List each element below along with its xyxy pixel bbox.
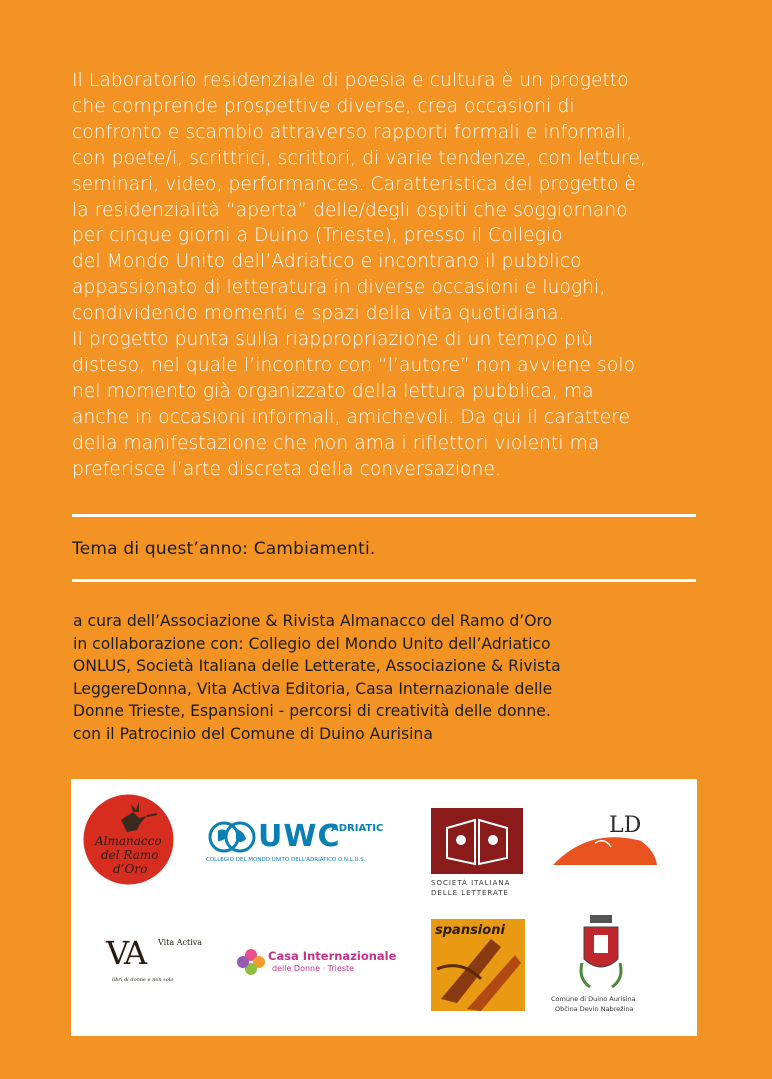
espansioni-word: spansioni: [435, 923, 505, 938]
text-line: del Mondo Unito dell’Adriatico e incontrano il pubblico: [72, 251, 582, 273]
uwc-logo: [206, 819, 406, 869]
theme-line: Tema di quest’anno: Cambiamenti.: [72, 539, 376, 559]
uwc-suffix: ADRIATIC: [331, 823, 384, 834]
text-line: confronto e scambio attraverso rapporti formali e informali,: [72, 121, 633, 143]
sil-line-2: DELLE LETTERATE: [431, 889, 509, 897]
casa-line-2: delle Donne · Trieste: [272, 964, 355, 973]
partner-logos-panel: [71, 779, 697, 1036]
vita-activa-mark: VA: [106, 934, 145, 972]
text-line: per cinque giorni a Duino (Trieste), presso il Collegio: [72, 225, 563, 247]
credits-line: a cura dell’Associazione & Rivista Almanacco del Ramo d’Oro: [73, 612, 553, 630]
credits-line: ONLUS, Società Italiana delle Letterate, Associazione & Rivista: [73, 657, 561, 676]
text-line: della manifestazione che non ama i riflettori violenti ma: [72, 432, 600, 454]
comune-line-2: Občina Devin Nabrežina: [555, 1005, 634, 1013]
intro-text: [72, 68, 712, 483]
text-line: Il progetto punta sulla riappropriazione di un tempo più: [72, 329, 594, 351]
text-line: appassionato di letteratura in diverse occasioni e luoghi,: [72, 277, 606, 299]
sil-line-1: SOCIETÀ ITALIANA: [431, 879, 511, 887]
text-line: con poete/i, scrittrici, scrittori, di varie tendenze, con letture,: [72, 147, 647, 169]
credits-line: Donne Trieste, Espansioni - percorsi di creatività delle donne.: [73, 702, 551, 721]
vita-activa-logo: [106, 934, 216, 994]
casa-line-1: Casa Internazionale: [268, 949, 397, 963]
divider-top: [72, 514, 696, 517]
leggeredonna-mark: LD: [609, 813, 642, 838]
casa-internazionale-logo: [236, 947, 401, 979]
intro-paragraph-1: [72, 68, 712, 327]
vita-activa-name: Vita Activa: [158, 938, 203, 947]
credits-block: [73, 610, 713, 746]
credits-line: LeggereDonna, Vita Activa Editoria, Casa Internazionale delle: [73, 679, 553, 698]
text-line: disteso, nel quale l’incontro con “l’autore” non avviene solo: [72, 354, 636, 376]
uwc-name: UWC: [258, 819, 341, 854]
text-line: nel momento già organizzato della lettura pubblica, ma: [72, 380, 594, 402]
almanacco-line-2: del Ramo: [101, 848, 159, 862]
credits-line: con il Patrocinio del Comune di Duino Aurisina: [73, 724, 433, 743]
sil-logo: [429, 806, 529, 901]
text-line: Il Laboratorio residenziale di poesia e cultura è un progetto: [72, 70, 629, 91]
almanacco-line-3: d’Oro: [113, 862, 148, 876]
vita-activa-tagline: libri di donne e non solo: [112, 977, 174, 983]
text-line: anche in occasioni informali, amichevoli. Da qui il carattere: [72, 406, 631, 428]
text-line: seminari, video, performances. Caratteristica del progetto è: [72, 173, 636, 195]
text-line: la residenzialità “aperta” delle/degli ospiti che soggiornano: [72, 199, 628, 221]
uwc-subtitle: COLLEGIO DEL MONDO UNITO DELL'ADRIATICO O.N.L.U.S.: [206, 857, 366, 863]
almanacco-logo: [81, 792, 176, 887]
credits-line: in collaborazione con: Collegio del Mondo Unito dell’Adriatico: [73, 634, 551, 653]
leggeredonna-logo: [549, 813, 679, 872]
text-line: che comprende prospettive diverse, crea occasioni di: [72, 95, 575, 117]
text-line: condividendo momenti e spazi della vita quotidiana.: [72, 303, 565, 325]
comune-line-1: Comune di Duino Aurisina: [551, 995, 636, 1003]
almanacco-line-1: Almanacco: [95, 834, 162, 848]
comune-duino-logo: [541, 913, 661, 1023]
text-line: preferisce l’arte discreta della conversazione.: [72, 458, 502, 480]
intro-paragraph-2: [72, 327, 712, 482]
divider-bottom: [72, 579, 696, 582]
espansioni-logo: [431, 919, 525, 1011]
